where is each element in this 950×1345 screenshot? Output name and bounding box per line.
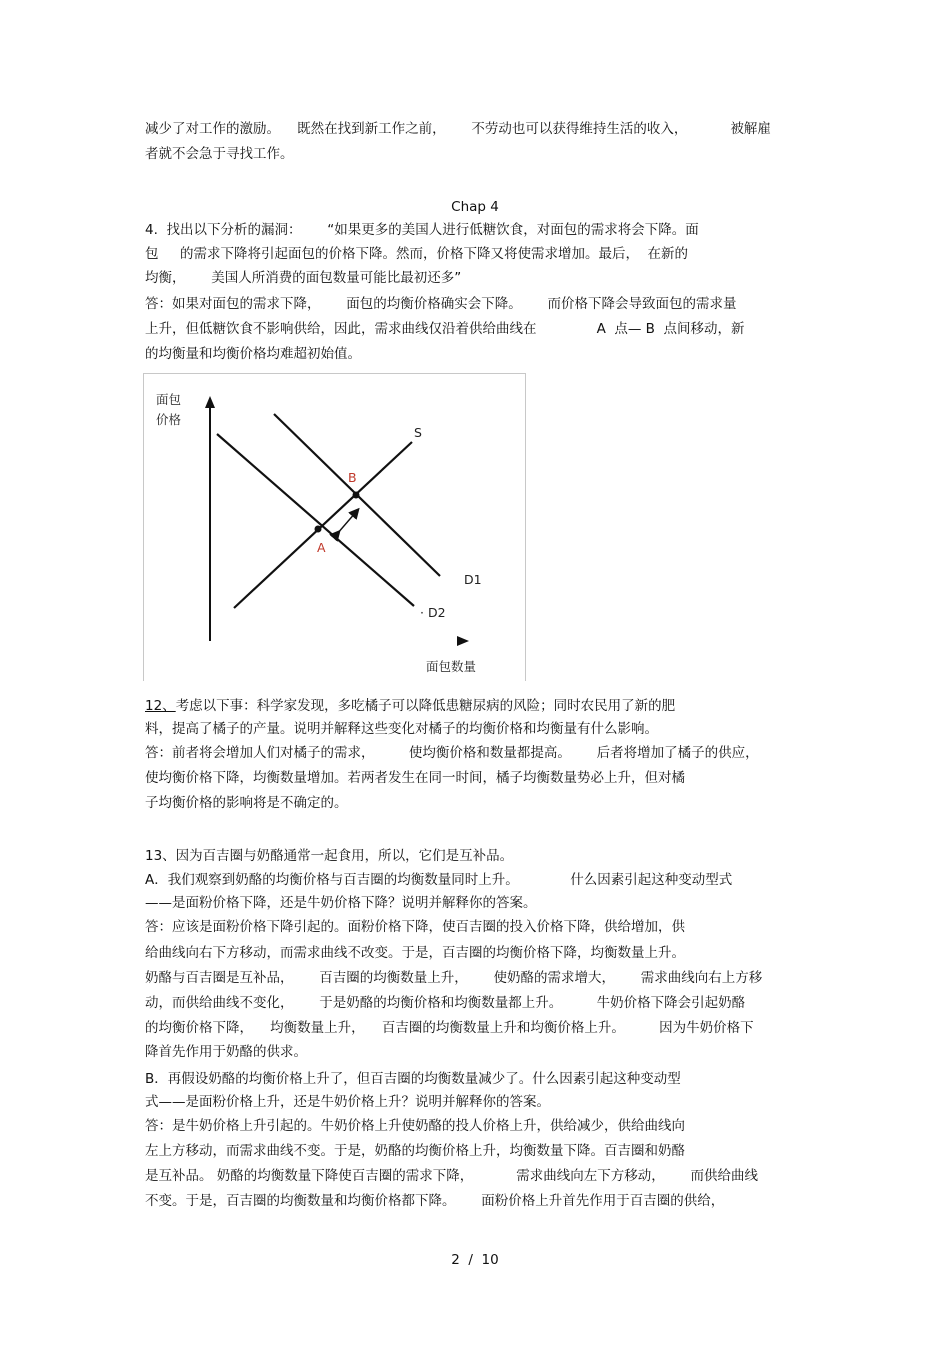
text-line: 减少了对工作的激励。 既然在找到新工作之前， 不劳动也可以获得维持生活的收入， 被解雇 bbox=[145, 121, 771, 137]
supply-demand-chart bbox=[144, 374, 527, 682]
point-b-label: B bbox=[348, 470, 357, 485]
equilibrium-point-b bbox=[353, 492, 360, 499]
question-13b-line: 式——是面粉价格上升，还是牛奶价格上升？说明并解释你的答案。 bbox=[145, 1094, 550, 1110]
demand-d2-label: · D2 bbox=[420, 605, 446, 620]
question-13-line: 13、因为百吉圈与奶酪通常一起食用，所以，它们是互补品。 bbox=[145, 848, 514, 864]
question-4-line: 均衡， 美国人所消费的面包数量可能比最初还多” bbox=[145, 270, 462, 286]
demand-d1-label: D1 bbox=[464, 572, 482, 587]
answer-12-line: 答：前者将会增加人们对橘子的需求， 使均衡价格和数量都提高。 后者将增加了橘子的供应， bbox=[145, 745, 759, 761]
answer-4-line: 答：如果对面包的需求下降， 面包的均衡价格确实会下降。 而价格下降会导致面包的需求量 bbox=[145, 296, 737, 312]
question-12-line bbox=[145, 697, 675, 715]
answer-13b-line: 答：是牛奶价格上升引起的。牛奶价格上升使奶酪的投人价格上升，供给减少，供给曲线向 bbox=[145, 1118, 685, 1134]
movement-arrow bbox=[337, 512, 356, 534]
x-axis-label: 面包数量 bbox=[426, 659, 477, 674]
y-axis-label-line2: 价格 bbox=[156, 412, 182, 427]
demand-curve-d2 bbox=[217, 434, 414, 606]
supply-curve bbox=[234, 442, 412, 608]
answer-12-line: 子均衡价格的影响将是不确定的。 bbox=[145, 795, 348, 811]
text-line: 者就不会急于寻找工作。 bbox=[145, 146, 294, 162]
answer-13a-line: 给曲线向右下方移动，而需求曲线不改变。于是，百吉圈的均衡价格下降，均衡数量上升。 bbox=[145, 945, 685, 961]
answer-13a-line: 动，而供给曲线不变化， 于是奶酪的均衡价格和均衡数量都上升。 牛奶价格下降会引起奶酪 bbox=[145, 995, 746, 1011]
answer-13b-line: 是互补品。 奶酪的均衡数量下降使百吉圈的需求下降， 需求曲线向左下方移动， 而供给曲线 bbox=[145, 1168, 758, 1184]
question-12-text: 考虑以下事：科学家发现，多吃橘子可以降低患糖尿病的风险；同时农民用了新的肥 bbox=[175, 698, 676, 714]
page-number: 2 / 10 bbox=[451, 1252, 499, 1268]
x-axis-arrow-icon bbox=[457, 636, 469, 646]
chapter-title: Chap 4 bbox=[451, 199, 499, 215]
supply-label: S bbox=[414, 425, 422, 440]
answer-13a-line: 奶酪与百吉圈是互补品， 百吉圈的均衡数量上升， 使奶酪的需求增大， 需求曲线向右上方移 bbox=[145, 970, 763, 986]
question-13a-line: ——是面粉价格下降，还是牛奶价格下降？说明并解释你的答案。 bbox=[145, 895, 537, 911]
answer-4-line: 的均衡量和均衡价格均难超初始值。 bbox=[145, 346, 361, 362]
question-12-number: 12、 bbox=[145, 698, 176, 714]
answer-13a-line: 答：应该是面粉价格下降引起的。面粉价格下降，使百吉圈的投入价格下降，供给增加，供 bbox=[145, 919, 685, 935]
question-13b-line: B．再假设奶酪的均衡价格上升了，但百吉圈的均衡数量减少了。什么因素引起这种变动型 bbox=[145, 1071, 681, 1087]
question-13a-line: A．我们观察到奶酪的均衡价格与百吉圈的均衡数量同时上升。 什么因素引起这种变动型式 bbox=[145, 872, 733, 888]
answer-4-line: 上升，但低糖饮食不影响供给，因此，需求曲线仅沿着供给曲线在 A 点— B 点间移动，新 bbox=[145, 321, 745, 337]
y-axis-label-line1: 面包 bbox=[156, 392, 182, 407]
y-axis-arrow-icon bbox=[205, 396, 215, 408]
answer-13b-line: 左上方移动，而需求曲线不变。于是，奶酪的均衡价格上升，均衡数量下降。百吉圈和奶酪 bbox=[145, 1143, 685, 1159]
answer-13a-line: 降首先作用于奶酪的供求。 bbox=[145, 1044, 307, 1060]
question-4-line: 4. 找出以下分析的漏洞： “如果更多的美国人进行低糖饮食，对面包的需求将会下降。面 bbox=[145, 222, 699, 238]
supply-demand-figure bbox=[143, 373, 526, 681]
answer-13b-line: 不变。于是，百吉圈的均衡数量和均衡价格都下降。 面粉价格上升首先作用于百吉圈的供给， bbox=[145, 1193, 725, 1209]
question-12-line: 料，提高了橘子的产量。说明并解释这些变化对橘子的均衡价格和均衡量有什么影响。 bbox=[145, 721, 658, 737]
answer-12-line: 使均衡价格下降，均衡数量增加。若两者发生在同一时间，橘子均衡数量势必上升，但对橘 bbox=[145, 770, 685, 786]
question-4-line: 包 的需求下降将引起面包的价格下降。然而，价格下降又将使需求增加。最后， 在新的 bbox=[145, 246, 689, 262]
point-a-label: A bbox=[317, 540, 326, 555]
answer-13a-line: 的均衡价格下降， 均衡数量上升， 百吉圈的均衡数量上升和均衡价格上升。 因为牛奶价格下 bbox=[145, 1020, 754, 1036]
equilibrium-point-a bbox=[315, 526, 322, 533]
